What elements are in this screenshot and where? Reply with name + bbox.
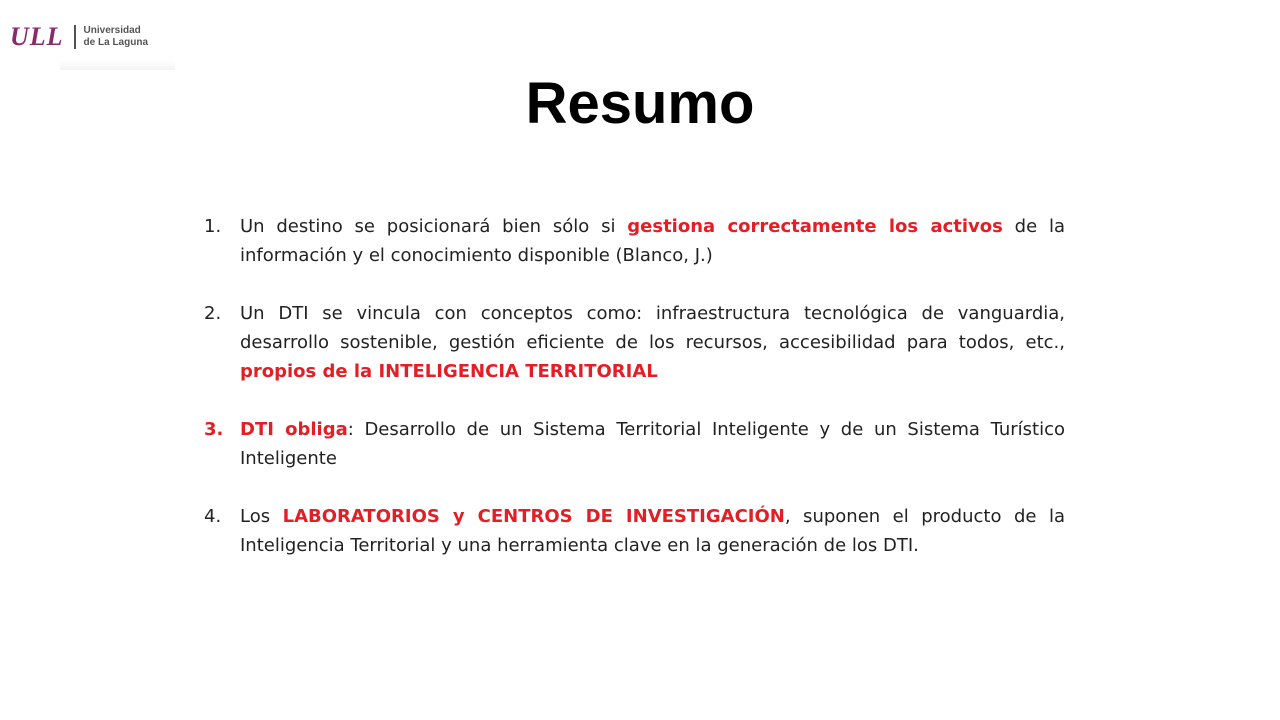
highlight-text: LABORATORIOS y CENTROS DE INVESTIGACIÓN [282,506,785,527]
highlight-text: gestiona correctamente los activos [627,216,1003,237]
highlight-text: propios de la INTELIGENCIA TERRITORIAL [240,361,658,382]
list-item-3 [204,415,1065,473]
logo-separator [74,25,76,49]
logo-mark: ULL [10,22,64,51]
item-number: 3. [204,419,224,440]
item-number: 2. [204,303,222,324]
slide-title: Resumo [525,71,755,136]
item-text [240,299,1065,386]
logo-line-2: de La Laguna [83,37,148,48]
text-segment: Los [240,506,283,527]
summary-list [204,212,1065,589]
text-segment: Un destino se posicionará bien sólo si [240,216,628,237]
highlight-text: DTI obliga [240,419,348,440]
text-segment: : Desarrollo de un Sistema Territorial Inteligente y de un Sistema Turístico Inteligente [240,419,1065,469]
item-number: 4. [204,506,222,527]
university-logo [10,22,148,52]
logo-line-1: Universidad [83,25,141,36]
item-number: 1. [204,216,222,237]
item-text [240,212,1065,270]
text-segment: Un DTI se vincula con conceptos como: infraestructura tecnológica de vanguardia, desarrollo sostenible, gestión eficiente de los recursos, accesibilidad para todos, etc., [240,303,1065,353]
list-item-2 [204,299,1065,386]
logo-text [84,25,148,49]
list-item-1 [204,212,1065,270]
item-text [240,502,1065,560]
logo-underline [60,60,175,70]
list-item-4 [204,502,1065,560]
text-segment: , suponen el producto de la Inteligencia Territorial y una herramienta clave en la generación de los DTI. [240,506,1066,556]
text-segment: de la información y el conocimiento disponible (Blanco, J.) [240,216,1066,266]
item-text [240,415,1065,473]
